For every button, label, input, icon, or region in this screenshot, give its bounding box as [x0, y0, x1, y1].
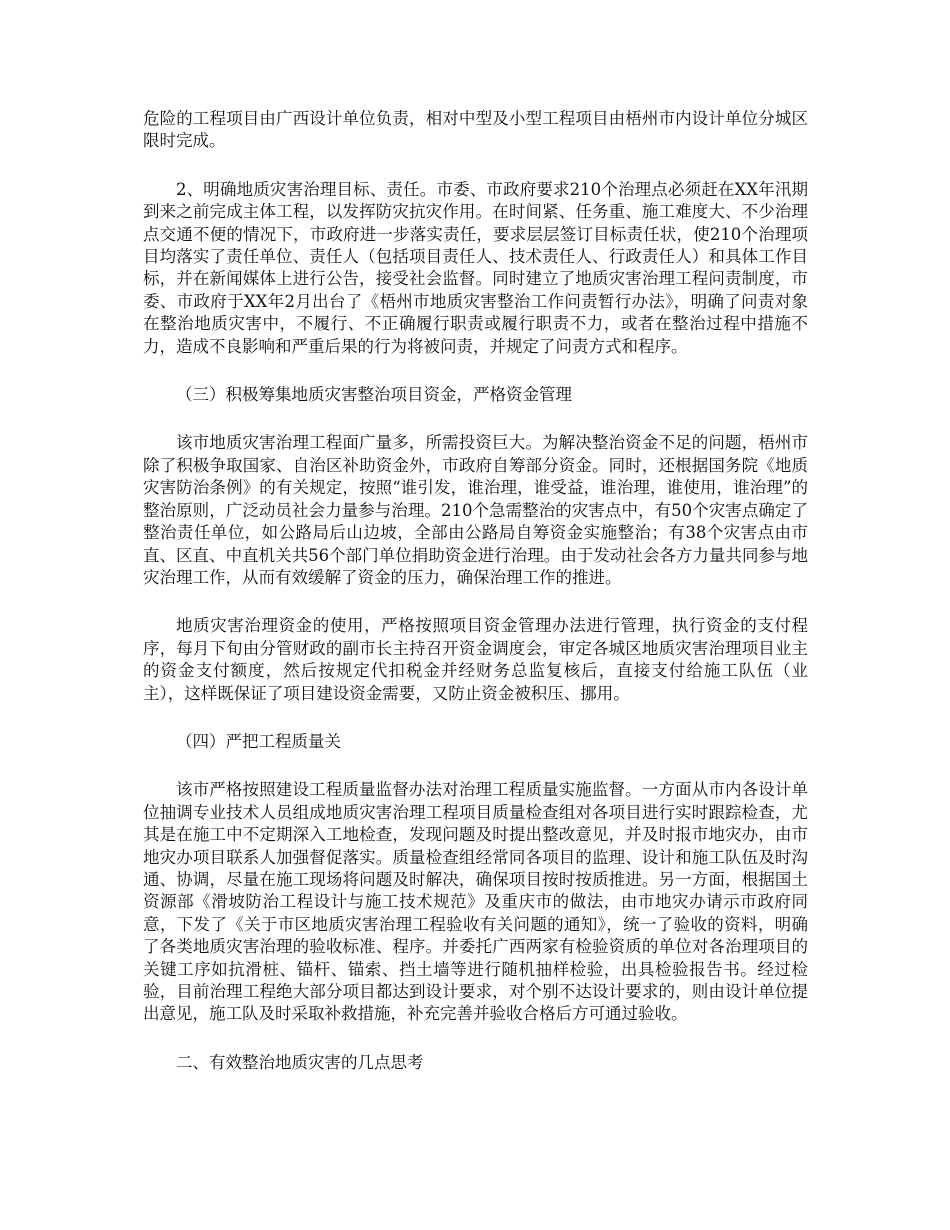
paragraph-funding: 该市地质灾害治理工程面广量多，所需投资巨大。为解决整治资金不足的问题，梧州市除了积极争取国家、自治区补助资金外，市政府自筹部分资金。同时，还根据国务院《地质灾害防治条例》的有关规定，按照“谁引发，谁治理，谁受益，谁治理，谁使用，谁治理”的整治原则，广泛动员社会力量参与治理。210个急需整治的灾害点中，有50个灾害点确定了整治责任单位，如公路局后山边坡，全部由公路局自筹资金实施整治；有38个灾害点由市直、区直、中直机关共56个部门单位捐助资金进行治理。由于发动社会各方力量共同参与地灾治理工作，从而有效缓解了资金的压力，确保治理工作的推进。	[143, 433, 808, 587]
paragraph-gap	[143, 705, 808, 731]
paragraph-gap	[143, 1026, 808, 1052]
paragraph-gap	[143, 153, 808, 179]
paragraph-gap	[143, 589, 808, 615]
paragraph-responsibility: 2、明确地质灾害治理目标、责任。市委、市政府要求210个治理点必须赶在XX年汛期到来之前完成主体工程，以发挥防灾抗灾作用。在时间紧、任务重、施工难度大、不少治理点交通不便的情况下，市政府进一步落实责任，要求层层签订目标责任状，使210个治理项目均落实了责任单位、责任人（包括项目责任人、技术责任人、行政责任人）和具体工作目标，并在新闻媒体上进行公告，接受社会监督。同时建立了地质灾害治理工程问责制度，市委、市政府于XX年2月出台了《梧州市地质灾害整治工作问责暂行办法》，明确了问责对象在整治地质灾害中，不履行、不正确履行职责或履行职责不力，或者在整治过程中措施不力，造成不良影响和严重后果的行为将被问责，并规定了问责方式和程序。	[143, 179, 808, 356]
section-heading-funding: （三）积极筹集地质灾害整治项目资金，严格资金管理	[176, 385, 572, 405]
paragraph-continuation: 危险的工程项目由广西设计单位负责，相对中型及小型工程项目由梧州市内设计单位分城区限时完成。	[143, 109, 808, 151]
paragraph-quality: 该市严格按照建设工程质量监督办法对治理工程质量实施监督。一方面从市内各设计单位抽调专业技术人员组成地质灾害治理工程项目质量检查组对各项目进行实时跟踪检查，尤其是在施工中不定期深入工地检查，发现问题及时提出整改意见，并及时报市地灾办，由市地灾办项目联系人加强督促落实。质量检查组经常同各项目的监理、设计和施工队伍及时沟通、协调，尽量在施工现场将问题及时解决，确保项目按时按质推进。另一方面，根据国土资源部《滑坡防治工程设计与施工技术规范》及重庆市的做法，由市地灾办请示市政府同意，下发了《关于市区地质灾害治理工程验收有关问题的通知》，统一了验收的资料，明确了各类地质灾害治理的验收标准、程序。并委托广西两家有检验资质的单位对各治理项目的关键工序如抗滑桩、锚杆、锚索、挡土墙等进行随机抽样检验，出具检验报告书。经过检验，目前治理工程绝大部分项目都达到设计要求，对个别不达设计要求的，则由设计单位提出意见，施工队及时采取补救措施，补充完善并验收合格后方可通过验收。	[143, 780, 808, 1024]
paragraph-gap	[143, 358, 808, 384]
paragraph-gap	[143, 753, 808, 779]
paragraph-gap	[143, 406, 808, 432]
paragraph-fund-usage: 地质灾害治理资金的使用，严格按照项目资金管理办法进行管理，执行资金的支付程序，每月下旬由分管财政的副市长主持召开资金调度会，审定各城区地质灾害治理项目业主的资金支付额度，然后按规定代扣税金并经财务总监复核后，直接支付给施工队伍（业主），这样既保证了项目建设资金需要，又防止资金被积压、挪用。	[143, 616, 808, 703]
section-heading-reflections: 二、有效整治地质灾害的几点思考	[176, 1052, 424, 1072]
section-heading-quality: （四）严把工程质量关	[176, 731, 341, 751]
document-page	[143, 108, 808, 1074]
